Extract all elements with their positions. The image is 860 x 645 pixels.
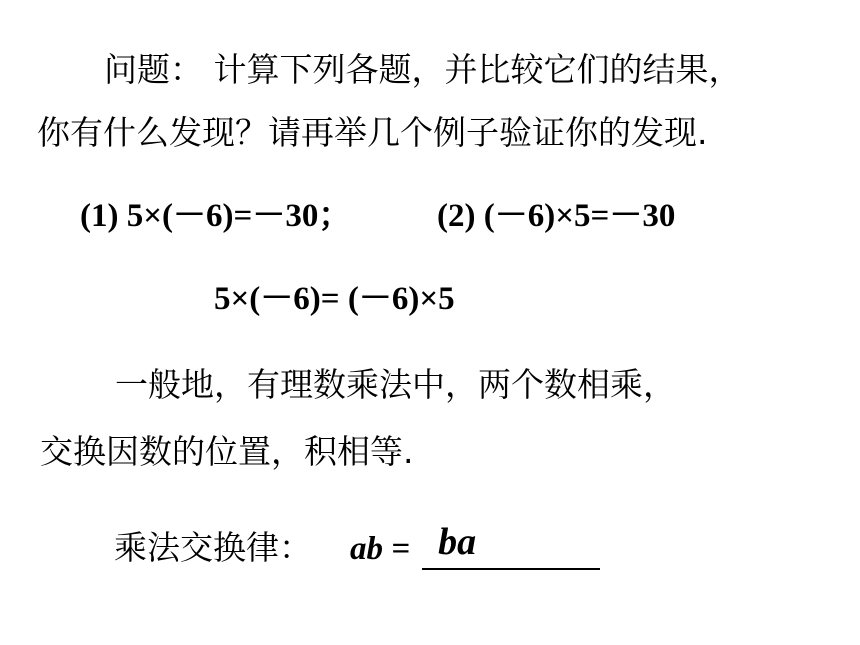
example-2: (2) (－6)×5=－30 bbox=[437, 198, 676, 234]
conclusion-line-1: 一般地，有理数乘法中，两个数相乘， bbox=[115, 365, 676, 404]
law-expression: ab = bbox=[350, 531, 411, 567]
question-line-1: 问题： 计算下列各题，并比较它们的结果， bbox=[104, 50, 742, 89]
commutative-law bbox=[114, 521, 600, 570]
example-1: (1) 5×(－6)=－30； bbox=[80, 198, 352, 234]
equality-statement: 5×(－6)= (－6)×5 bbox=[214, 281, 455, 317]
answer-blank bbox=[422, 521, 600, 570]
law-answer: ba bbox=[438, 521, 477, 563]
conclusion-line-2: 交换因数的位置，积相等. bbox=[40, 432, 414, 471]
question-line-2: 你有什么发现？请再举几个例子验证你的发现. bbox=[37, 113, 708, 152]
law-label: 乘法交换律： bbox=[114, 528, 312, 567]
